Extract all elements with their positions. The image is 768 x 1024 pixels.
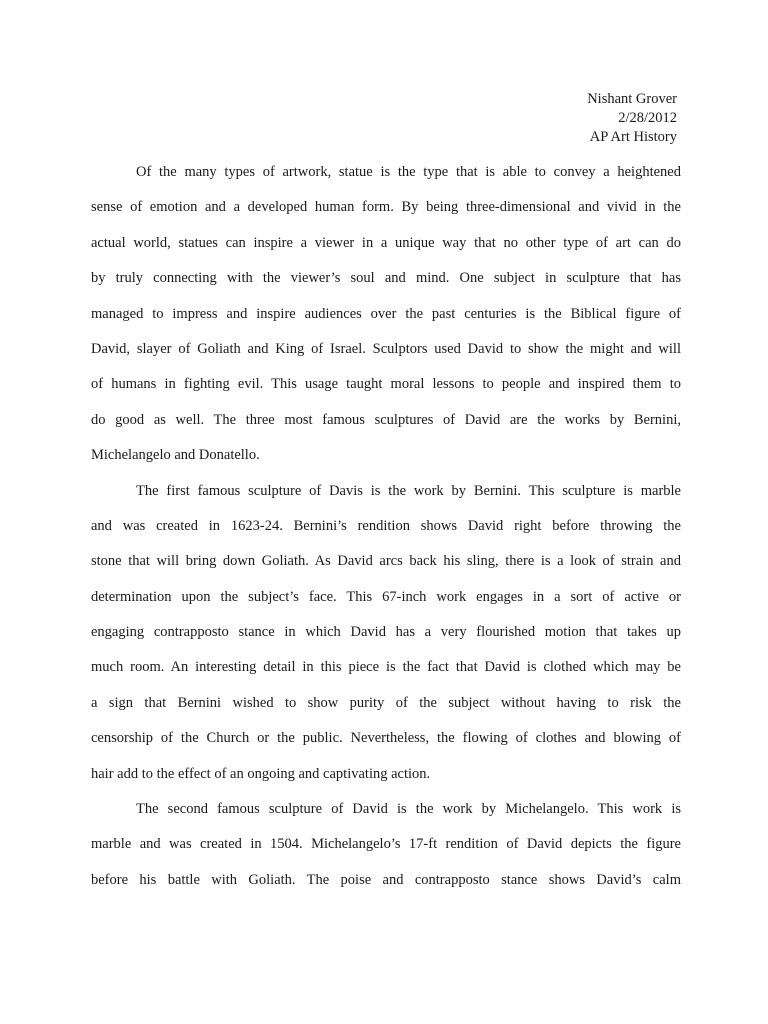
document-date: 2/28/2012 [618,110,677,126]
course-name: AP Art History [589,129,677,145]
text-line: marble and was created in 1504. Michelangelo’s 17-ft rendition of David depicts the figure [91,836,681,853]
text-line: stone that will bring down Goliath. As David arcs back his sling, there is a look of strain and [91,553,681,570]
text-line: The second famous sculpture of David is the work by Michelangelo. This work is [136,801,681,818]
text-line: a sign that Bernini wished to show purity of the subject without having to risk the [91,694,681,711]
text-line: before his battle with Goliath. The poise and contrapposto stance shows David’s calm [91,871,681,888]
text-line: and was created in 1623-24. Bernini’s rendition shows David right before throwing the [91,517,681,534]
text-line: sense of emotion and a developed human form. By being three-dimensional and vivid in the [91,199,681,216]
text-line: engaging contrapposto stance in which David has a very flourished motion that takes up [91,624,681,641]
text-line: Michelangelo and Donatello. [91,447,260,464]
text-line: of humans in fighting evil. This usage taught moral lessons to people and inspired them to [91,376,681,393]
text-line: actual world, statues can inspire a viewer in a unique way that no other type of art can do [91,234,681,251]
text-line: by truly connecting with the viewer’s soul and mind. One subject in sculpture that has [91,270,681,287]
text-line: The first famous sculpture of Davis is the work by Bernini. This sculpture is marble [136,482,681,499]
author-name: Nishant Grover [587,91,677,107]
text-line: hair add to the effect of an ongoing and captivating action. [91,765,431,782]
text-line: do good as well. The three most famous sculptures of David are the works by Bernini, [91,411,681,428]
text-line: determination upon the subject’s face. This 67-inch work engages in a sort of active or [91,588,681,605]
essay-body [91,158,681,901]
text-line: much room. An interesting detail in this piece is the fact that David is clothed which may be [91,659,681,676]
text-line: managed to impress and inspire audiences over the past centuries is the Biblical figure of [91,305,681,322]
text-line: Of the many types of artwork, statue is the type that is able to convey a heightened [136,164,681,180]
text-line: censorship of the Church or the public. Nevertheless, the flowing of clothes and blowing of [91,730,681,747]
text-line: David, slayer of Goliath and King of Israel. Sculptors used David to show the might and will [91,340,681,357]
document-header [587,90,677,147]
